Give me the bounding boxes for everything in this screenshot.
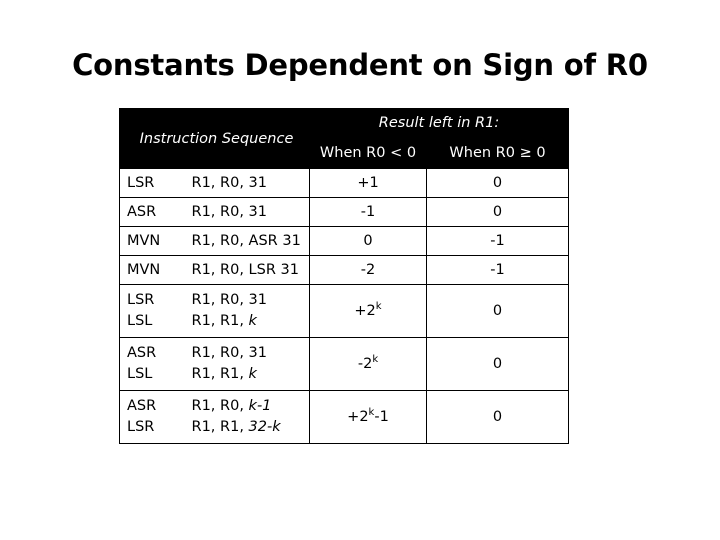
instruction-args: R1, R0, 31	[192, 198, 310, 227]
instruction-args: R1, R0, 31	[192, 169, 310, 198]
result-nonnegative: 0	[427, 169, 569, 198]
table-row	[120, 338, 569, 391]
instruction-op	[120, 391, 192, 444]
table-row	[120, 256, 569, 285]
table-row	[120, 198, 569, 227]
result-exponent: k	[375, 301, 382, 313]
args-prefix: R1, R1,	[191, 366, 249, 382]
result-exponent: k	[368, 407, 375, 419]
args-variable: 32-k	[248, 419, 281, 435]
instruction-args-line1: R1, R0, 31	[191, 345, 267, 361]
header-instruction-sequence: Instruction Sequence	[120, 109, 310, 169]
instruction-args	[192, 338, 310, 391]
instruction-op-line2: LSL	[127, 313, 153, 329]
instruction-args-line1	[192, 396, 310, 417]
result-base: +2	[347, 409, 369, 425]
result-base: -2	[357, 356, 373, 372]
instruction-op-line2: LSL	[127, 366, 153, 382]
result-base: +2	[354, 303, 376, 319]
instruction-args	[192, 285, 310, 338]
instruction-args	[192, 391, 310, 444]
instruction-args-line2	[192, 311, 310, 332]
result-negative: +1	[310, 169, 427, 198]
result-nonnegative: 0	[427, 391, 569, 444]
slide-title: Constants Dependent on Sign of R0	[72, 48, 648, 82]
instruction-op: ASR	[120, 198, 192, 227]
result-negative	[310, 338, 427, 391]
instruction-op-line1: LSR	[127, 292, 155, 308]
args-variable: k-1	[248, 398, 272, 414]
result-negative: 0	[310, 227, 427, 256]
table-row	[120, 169, 569, 198]
instruction-args-line2	[192, 417, 310, 438]
instruction-op: MVN	[120, 227, 192, 256]
instruction-args-line1: R1, R0, 31	[191, 292, 267, 308]
result-nonnegative: 0	[427, 198, 569, 227]
instruction-op	[120, 338, 192, 391]
instruction-args: R1, R0, ASR 31	[192, 227, 310, 256]
result-nonnegative: -1	[427, 227, 569, 256]
result-nonnegative: 0	[427, 338, 569, 391]
instruction-op-line1: ASR	[127, 398, 157, 414]
instruction-op: MVN	[120, 256, 192, 285]
result-exponent: k	[372, 354, 379, 366]
instruction-op-line2: LSR	[127, 419, 155, 435]
result-negative: -2	[310, 256, 427, 285]
result-negative: -1	[310, 198, 427, 227]
instruction-op: LSR	[120, 169, 192, 198]
header-when-nonnegative: When R0 ≥ 0	[427, 138, 569, 169]
result-tail: -1	[374, 409, 389, 425]
instruction-args: R1, R0, LSR 31	[192, 256, 310, 285]
args-prefix: R1, R1,	[191, 313, 249, 329]
result-negative	[310, 285, 427, 338]
args-prefix: R1, R1,	[191, 419, 249, 435]
table-row	[120, 285, 569, 338]
result-nonnegative: 0	[427, 285, 569, 338]
result-negative	[310, 391, 427, 444]
table-row	[120, 391, 569, 444]
args-prefix: R1, R0,	[191, 398, 249, 414]
args-variable: k	[248, 313, 257, 329]
instruction-op-line1: ASR	[127, 345, 157, 361]
header-result: Result left in R1:	[310, 109, 569, 138]
constants-table	[119, 108, 569, 444]
header-when-negative: When R0 < 0	[310, 138, 427, 169]
table-row	[120, 227, 569, 256]
args-variable: k	[248, 366, 257, 382]
instruction-args-line2	[192, 364, 310, 385]
instruction-op	[120, 285, 192, 338]
table-header-row	[120, 109, 569, 138]
result-nonnegative: -1	[427, 256, 569, 285]
